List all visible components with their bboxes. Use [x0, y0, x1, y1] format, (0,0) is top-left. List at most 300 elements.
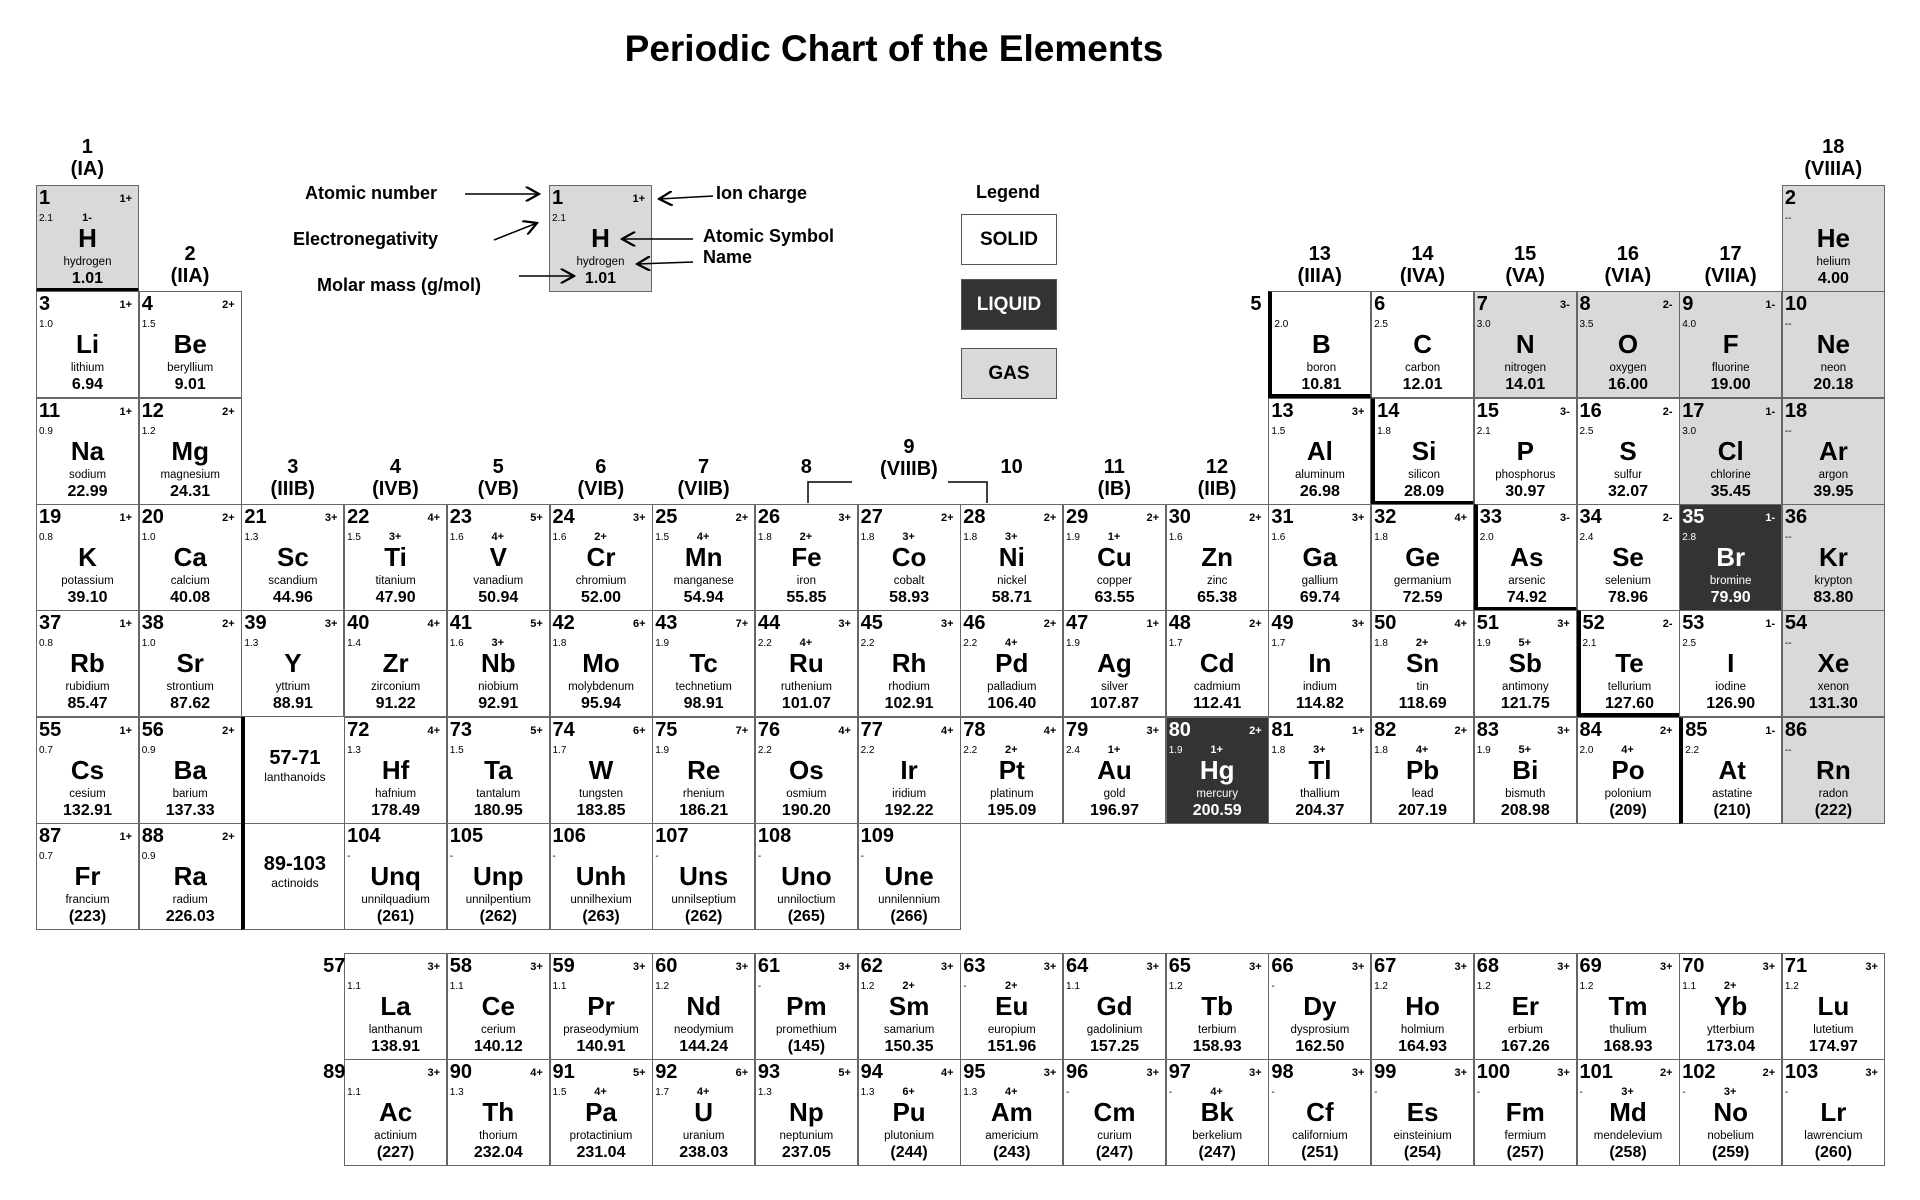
element-name: ruthenium [780, 681, 832, 694]
molar-mass: 85.47 [67, 695, 108, 713]
molar-mass: 9.01 [174, 376, 206, 394]
element-cell-ir [858, 717, 961, 824]
atomic-symbol: Ge [1405, 541, 1440, 572]
molar-mass: (222) [1814, 801, 1853, 819]
molar-mass: 28.09 [1404, 482, 1445, 500]
group-number: 7 [697, 456, 710, 478]
ion-charge: 6+ [735, 1067, 749, 1079]
atomic-symbol: Pb [1405, 754, 1440, 785]
atomic-symbol: Fe [791, 541, 822, 572]
molar-mass: 192.22 [884, 801, 934, 819]
electronegativity: 1.8 [1377, 425, 1391, 437]
atomic-number: 94 [860, 1061, 883, 1083]
electronegativity: 1.8 [1374, 531, 1388, 543]
legend-title: Legend [975, 182, 1040, 202]
atomic-number: 66 [1271, 955, 1294, 977]
secondary-ion-charge: 3+ [1621, 1086, 1634, 1098]
atomic-symbol: K [78, 541, 97, 572]
element-cell-la [323, 953, 447, 1060]
element-cell-unp [447, 823, 550, 930]
atomic-number: 95 [963, 1061, 986, 1083]
atomic-symbol: Cd [1199, 648, 1235, 679]
electronegativity: 2.4 [1066, 744, 1080, 756]
key-mass: 1.01 [584, 270, 617, 287]
molar-mass: 137.33 [165, 801, 215, 819]
molar-mass: (262) [479, 907, 517, 925]
element-cell-nb [447, 610, 550, 717]
molar-mass: 106.40 [987, 695, 1037, 713]
atomic-symbol: Une [884, 860, 934, 891]
element-cell-i [1679, 610, 1782, 717]
ion-charge: 1+ [1351, 724, 1365, 737]
element-cell-hg [1166, 717, 1269, 824]
electronegativity: 3.0 [1682, 425, 1697, 437]
molar-mass: 52.00 [580, 588, 622, 606]
group-label-8 [751, 456, 861, 478]
molar-mass: 107.87 [1090, 695, 1139, 713]
element-cell-ge [1371, 504, 1474, 611]
group-number: 17 [1719, 243, 1742, 265]
group-roman: (IB) [1097, 478, 1131, 500]
element-name: neodymium [673, 1024, 734, 1036]
group-number: 13 [1308, 243, 1331, 265]
ion-charge: 3+ [1659, 961, 1673, 973]
atomic-number: 29 [1066, 505, 1089, 528]
element-name: unnilennium [878, 893, 941, 906]
atomic-number: 13 [1271, 399, 1294, 422]
molar-mass: 232.04 [473, 1144, 523, 1161]
element-name: silver [1101, 681, 1128, 694]
secondary-ion-charge: 2+ [1005, 743, 1018, 756]
electronegativity: 2.0 [1479, 531, 1494, 543]
ion-charge: 2+ [1762, 1067, 1776, 1079]
electronegativity: 1.7 [1168, 638, 1183, 650]
secondary-ion-charge: 3+ [1005, 530, 1018, 543]
element-cell-es [1371, 1059, 1474, 1166]
group-label-9 [854, 436, 964, 480]
atomic-number: 56 [141, 718, 164, 741]
element-name: aluminum [1294, 468, 1345, 481]
molar-mass: 26.98 [1299, 482, 1340, 500]
element-cell-sm [858, 953, 961, 1060]
electronegativity: 1.1 [347, 1087, 361, 1098]
electronegativity: 1.5 [141, 319, 156, 331]
element-cell-cl [1679, 398, 1782, 505]
element-cell-cu [1063, 504, 1166, 611]
molar-mass: 158.93 [1192, 1038, 1242, 1055]
electronegativity: - [655, 850, 659, 862]
page-title: Periodic Chart of the Elements [624, 28, 1164, 69]
element-cell-ba [139, 717, 242, 824]
element-cell-gd [1063, 953, 1166, 1060]
arrow-electronegativity [494, 223, 537, 240]
group-label-2 [135, 243, 245, 287]
atomic-number: 28 [963, 505, 986, 528]
electronegativity: 1.1 [552, 981, 567, 992]
molar-mass: 178.49 [371, 801, 421, 819]
ion-charge: 1+ [1146, 618, 1159, 631]
atomic-number: 50 [1374, 612, 1397, 635]
electronegativity: 2.0 [1579, 744, 1594, 756]
element-name: bismuth [1505, 787, 1546, 800]
electronegativity: 2.1 [1582, 638, 1597, 650]
element-cell-ac [323, 1059, 447, 1166]
element-name: selenium [1604, 574, 1652, 587]
atomic-symbol: Rh [891, 648, 927, 679]
ion-charge: 4+ [530, 1067, 543, 1079]
ion-charge: 3+ [1146, 961, 1159, 973]
group-roman: (IIA) [170, 265, 210, 287]
atomic-number: 70 [1682, 955, 1705, 977]
ion-charge: 3+ [632, 511, 646, 524]
atomic-symbol: Zn [1201, 541, 1234, 572]
molar-mass: 40.08 [170, 588, 211, 606]
group-roman: (VB) [477, 478, 519, 500]
ion-charge: 3+ [1043, 961, 1057, 973]
atomic-number: 80 [1168, 718, 1191, 741]
group-label-12 [1162, 456, 1272, 500]
atomic-symbol: V [489, 541, 507, 572]
atomic-symbol: Lr [1820, 1097, 1847, 1127]
ion-charge: 3+ [838, 961, 851, 973]
molar-mass: (262) [685, 907, 723, 925]
element-cell-o [1577, 291, 1680, 398]
atomic-number: 92 [655, 1061, 678, 1083]
element-cell-as [1474, 504, 1577, 611]
element-cell-ag [1063, 610, 1166, 717]
atomic-symbol: Bi [1512, 754, 1539, 785]
electronegativity: 2.2 [860, 638, 875, 650]
element-cell-pu [858, 1059, 961, 1166]
element-cell-uns [652, 823, 755, 930]
atomic-number: 82 [1374, 718, 1397, 741]
molar-mass: 186.21 [679, 801, 729, 819]
molar-mass: 98.91 [683, 695, 724, 713]
element-cell-pr [550, 953, 653, 1060]
molar-mass: (243) [993, 1144, 1031, 1161]
electronegativity: 1.2 [1579, 981, 1594, 992]
secondary-ion-charge: 3+ [1723, 1086, 1737, 1098]
electronegativity: 1.5 [552, 1087, 567, 1098]
atomic-number: 86 [1784, 718, 1808, 741]
ion-charge: 2+ [1043, 511, 1057, 524]
electronegativity: 1.9 [1476, 744, 1491, 756]
element-cell-ru [755, 610, 858, 717]
element-cell-se [1577, 504, 1680, 611]
electronegativity: 0.9 [39, 425, 53, 437]
element-cell-p [1474, 398, 1577, 505]
placeholder-range: 89-103 [263, 852, 327, 875]
electronegativity: -- [1784, 319, 1792, 331]
atomic-symbol: C [1413, 329, 1432, 360]
ion-charge: 3+ [427, 1067, 441, 1079]
atomic-symbol: Hg [1199, 754, 1235, 785]
molar-mass: 79.90 [1710, 588, 1751, 606]
element-cell-cf [1268, 1059, 1371, 1166]
atomic-number: 33 [1479, 505, 1503, 528]
atomic-number: 87 [39, 824, 62, 847]
element-name: silicon [1408, 468, 1441, 481]
atomic-symbol: Be [173, 329, 207, 360]
atomic-symbol: S [1619, 435, 1637, 466]
atomic-symbol: Mg [171, 435, 209, 466]
atomic-number: 53 [1682, 612, 1705, 635]
element-cell-cm [1063, 1059, 1166, 1166]
atomic-symbol: Lu [1817, 991, 1850, 1021]
molar-mass: 208.98 [1500, 801, 1550, 819]
atomic-symbol: Pd [995, 648, 1029, 679]
ion-charge: 2+ [1249, 511, 1262, 524]
electronegativity: - [1271, 1087, 1275, 1098]
atomic-symbol: Uno [781, 860, 832, 891]
electronegativity: - [552, 850, 556, 862]
molar-mass: 63.55 [1094, 588, 1135, 606]
atomic-number: 14 [1377, 399, 1400, 422]
ion-charge: 6+ [632, 618, 646, 631]
element-name: lead [1411, 787, 1434, 800]
element-name: niobium [478, 681, 519, 694]
element-name: gadolinium [1086, 1024, 1143, 1036]
element-name: tin [1416, 681, 1429, 694]
atomic-number: 93 [757, 1061, 781, 1083]
element-name: arsenic [1508, 574, 1546, 587]
element-name: strontium [166, 681, 214, 694]
element-name: lanthanum [368, 1024, 423, 1036]
atomic-symbol: H [78, 223, 97, 253]
atomic-number: 67 [1374, 955, 1397, 977]
group-roman: (IVA) [1399, 265, 1446, 287]
element-name: radium [172, 893, 208, 906]
element-cell-ga [1268, 504, 1371, 611]
group-label-5 [443, 456, 553, 500]
element-cell-te [1577, 610, 1680, 717]
molar-mass: 55.85 [786, 588, 827, 606]
atomic-symbol: Mo [582, 648, 620, 679]
atomic-number: 109 [860, 824, 894, 847]
element-cell-be [139, 291, 242, 398]
label-ion-charge: Ion charge [716, 183, 808, 203]
element-cell-nd [652, 953, 755, 1060]
atomic-symbol: Se [1612, 541, 1644, 572]
molar-mass: 157.25 [1090, 1038, 1139, 1055]
ion-charge: 2- [1662, 618, 1673, 631]
atomic-number: 62 [860, 955, 883, 977]
molar-mass: 30.97 [1505, 482, 1546, 500]
molar-mass: 112.41 [1193, 695, 1242, 713]
element-name: rubidium [65, 681, 110, 694]
electronegativity: 1.8 [1374, 744, 1388, 756]
molar-mass: (244) [890, 1144, 928, 1161]
element-cell-w [550, 717, 653, 824]
group-number: 15 [1514, 243, 1537, 265]
ion-charge: 2+ [941, 511, 954, 524]
atomic-symbol: Na [70, 435, 105, 466]
element-name: potassium [61, 574, 114, 587]
atomic-symbol: Md [1609, 1097, 1647, 1127]
element-name: vanadium [473, 574, 524, 587]
ion-charge: 2+ [222, 618, 235, 631]
element-cell-v [447, 504, 550, 611]
element-cell-pm [755, 953, 858, 1060]
element-name: rhodium [888, 681, 930, 694]
secondary-ion-charge: 2+ [594, 530, 607, 543]
electronegativity: 1.6 [449, 531, 464, 543]
secondary-ion-charge: 5+ [1518, 743, 1532, 756]
molar-mass: 16.00 [1607, 376, 1649, 394]
atomic-symbol: Cf [1306, 1097, 1334, 1127]
ion-charge: 3+ [1865, 961, 1878, 973]
atomic-symbol: P [1516, 435, 1534, 466]
atomic-number: 75 [655, 718, 678, 741]
atomic-symbol: Li [75, 329, 100, 360]
atomic-symbol: Pr [587, 991, 615, 1021]
element-name: holmium [1400, 1024, 1445, 1036]
group-label-4 [340, 456, 450, 500]
ion-charge: 1+ [119, 511, 132, 524]
molar-mass: 140.91 [576, 1038, 626, 1055]
molar-mass: (227) [376, 1144, 415, 1161]
element-name: curium [1097, 1130, 1132, 1142]
secondary-ion-charge: 6+ [902, 1086, 915, 1098]
molar-mass: (247) [1198, 1144, 1236, 1161]
ion-charge: 3+ [324, 618, 338, 631]
atomic-symbol: La [380, 991, 411, 1021]
atomic-symbol: Ni [998, 541, 1025, 572]
group-number: 3 [287, 456, 299, 478]
secondary-ion-charge: 4+ [1005, 637, 1018, 650]
molar-mass: 92.91 [478, 695, 519, 713]
element-cell-zn [1166, 504, 1269, 611]
atomic-symbol: Bk [1200, 1097, 1234, 1127]
atomic-number: 55 [39, 718, 62, 741]
atomic-symbol: Ba [173, 754, 207, 785]
atomic-symbol: Nd [686, 991, 722, 1021]
electronegativity: 1.2 [1476, 981, 1491, 992]
ion-charge: 3+ [941, 618, 954, 631]
element-name: carbon [1405, 362, 1441, 375]
atomic-number: 88 [141, 824, 164, 847]
secondary-ion-charge: 3+ [1313, 743, 1326, 756]
electronegativity: - [1682, 1087, 1686, 1098]
atomic-symbol: Po [1611, 754, 1645, 785]
atomic-number: 68 [1476, 955, 1500, 977]
atomic-number: 35 [1682, 505, 1705, 528]
ion-charge: 3+ [941, 961, 954, 973]
molar-mass: 168.93 [1603, 1038, 1653, 1055]
group-number: 16 [1616, 243, 1639, 265]
element-name: manganese [673, 574, 734, 587]
ion-charge: 3+ [1249, 1067, 1262, 1079]
element-cell-cs [36, 717, 139, 824]
atomic-symbol: Ti [384, 541, 407, 572]
element-name: fermium [1504, 1130, 1547, 1142]
element-name: germanium [1393, 574, 1452, 587]
atomic-symbol: Cs [70, 754, 105, 785]
molar-mass: (263) [582, 907, 620, 925]
atomic-number: 15 [1476, 399, 1500, 422]
ion-charge: 3+ [530, 961, 543, 973]
electronegativity: 1.1 [449, 981, 464, 992]
secondary-ion-charge: 4+ [696, 1086, 710, 1098]
key-name: hydrogen [576, 256, 625, 268]
molar-mass: 132.91 [63, 801, 112, 819]
element-name: iodine [1715, 681, 1747, 694]
atomic-symbol: Au [1097, 754, 1132, 785]
atomic-number: 21 [244, 505, 267, 528]
secondary-ion-charge: 2+ [902, 980, 915, 992]
group-number: 6 [595, 456, 607, 478]
secondary-ion-charge: 2+ [1005, 980, 1018, 992]
element-name: astatine [1712, 787, 1753, 800]
electronegativity: 2.0 [1274, 319, 1289, 331]
group-number: 9 [903, 436, 915, 458]
label-atomic-number: Atomic number [305, 183, 438, 203]
element-cell-bi [1474, 717, 1577, 824]
molar-mass: 91.22 [375, 695, 416, 713]
element-name: gallium [1301, 574, 1339, 587]
element-cell-fr [36, 823, 139, 930]
atomic-symbol: Fm [1505, 1097, 1545, 1127]
atomic-number: 47 [1066, 612, 1089, 635]
element-name: praseodymium [563, 1024, 639, 1036]
element-name: thulium [1609, 1024, 1647, 1036]
molar-mass: 54.94 [683, 588, 724, 606]
element-cell-md [1577, 1059, 1680, 1166]
atomic-symbol: Tc [689, 648, 718, 679]
element-cell-u [652, 1059, 755, 1166]
element-name: dysprosium [1290, 1024, 1350, 1036]
atomic-number: 36 [1784, 505, 1808, 528]
electronegativity: 2.2 [963, 638, 978, 650]
atomic-symbol: In [1308, 648, 1332, 679]
atomic-symbol: Y [284, 648, 302, 679]
group-number: 12 [1205, 456, 1229, 478]
ion-charge: 1+ [119, 405, 132, 418]
electronegativity: 2.2 [757, 638, 772, 650]
atomic-number: 24 [552, 505, 575, 528]
atomic-number: 69 [1579, 955, 1602, 977]
ion-charge: 3+ [1351, 405, 1365, 418]
atomic-number: 107 [655, 824, 689, 847]
atomic-number: 96 [1066, 1061, 1089, 1083]
atomic-number: 19 [39, 505, 62, 528]
ion-charge: 2+ [1146, 511, 1159, 524]
atomic-number: 61 [757, 955, 781, 977]
element-name: oxygen [1609, 362, 1647, 375]
element-name: copper [1096, 574, 1133, 587]
atomic-symbol: Np [789, 1097, 824, 1127]
element-cell-ce [447, 953, 550, 1060]
element-name: polonium [1604, 787, 1652, 800]
molar-mass: 87.62 [170, 695, 211, 713]
atomic-number: 64 [1066, 955, 1089, 977]
element-name: argon [1818, 468, 1849, 481]
electronegativity: 1.8 [757, 531, 772, 543]
molar-mass: 114.82 [1295, 695, 1344, 713]
electronegativity: - [347, 850, 351, 862]
atomic-number: 58 [449, 955, 473, 977]
element-cell-y [241, 610, 344, 717]
molar-mass: 164.93 [1398, 1038, 1448, 1055]
element-cell-yb [1679, 953, 1782, 1060]
element-cell-th [447, 1059, 550, 1166]
atomic-symbol: F [1722, 329, 1739, 360]
atomic-symbol: Am [990, 1097, 1033, 1127]
group-roman: (IVB) [372, 478, 419, 500]
electronegativity: - [1374, 1087, 1378, 1098]
atomic-symbol: Unp [473, 860, 524, 891]
secondary-ion-charge: 4+ [1415, 743, 1429, 756]
